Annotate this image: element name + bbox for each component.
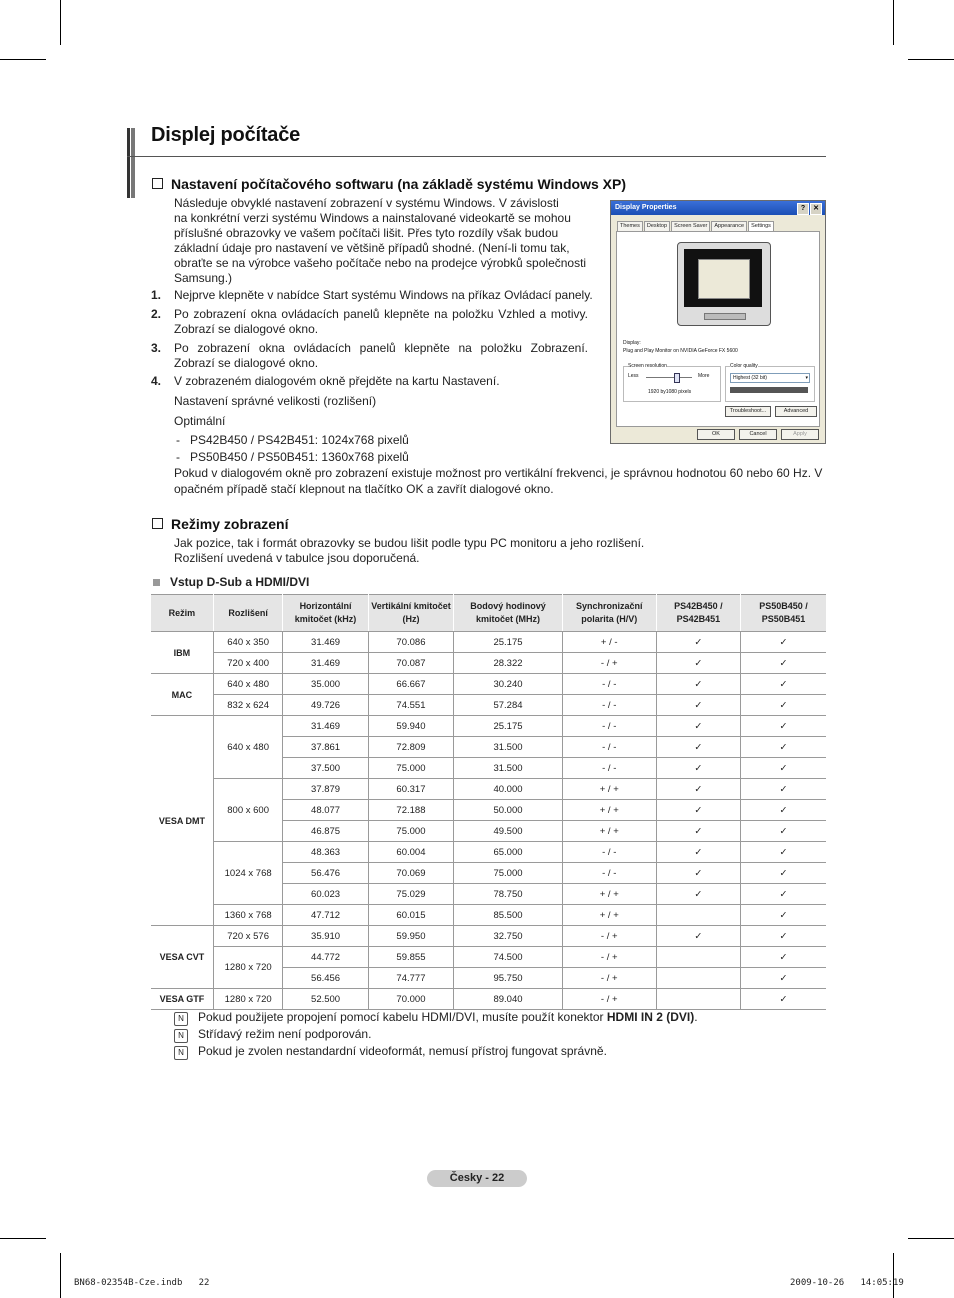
resolution-slider[interactable]	[646, 377, 692, 378]
cell-mode: MAC	[151, 674, 213, 716]
cell-mode: VESA CVT	[151, 926, 213, 989]
display-value: Plug and Play Monitor on NVIDIA GeForce FX 5600	[623, 348, 738, 354]
cell-ps42-support: ✓	[656, 779, 740, 800]
display-properties-dialog	[610, 200, 826, 444]
cell-vfreq: 60.004	[368, 842, 454, 863]
column-header: Režim	[151, 595, 213, 632]
settings-panel	[616, 231, 820, 427]
cell-hfreq: 48.363	[283, 842, 368, 863]
step-number: 1.	[151, 288, 162, 302]
table-row	[151, 716, 826, 737]
cell-vfreq: 70.069	[368, 863, 454, 884]
crop-mark	[893, 1253, 894, 1298]
cell-ps50-support: ✓	[740, 842, 826, 863]
cell-mode: IBM	[151, 632, 213, 674]
table-caption	[153, 575, 309, 590]
cell-ps42-support: ✓	[656, 674, 740, 695]
cell-hfreq: 44.772	[283, 947, 368, 968]
cell-hfreq: 47.712	[283, 905, 368, 926]
monitor-icon	[677, 242, 771, 326]
tab-desktop[interactable]: Desktop	[644, 221, 670, 231]
cell-ps50-support: ✓	[740, 989, 826, 1010]
cell-pixel-clock: 25.175	[454, 716, 563, 737]
cell-ps50-support: ✓	[740, 737, 826, 758]
dialog-title-bar	[611, 201, 825, 215]
cell-resolution: 1360 x 768	[213, 905, 283, 926]
cell-ps50-support: ✓	[740, 947, 826, 968]
cell-ps50-support: ✓	[740, 926, 826, 947]
cell-polarity: - / +	[562, 653, 656, 674]
column-header: Synchronizační polarita (H/V)	[562, 595, 656, 632]
cell-resolution: 640 x 350	[213, 632, 283, 653]
cell-hfreq: 35.000	[283, 674, 368, 695]
note-bold-text: HDMI IN 2 (DVI)	[606, 1010, 695, 1024]
cell-polarity: - / -	[562, 695, 656, 716]
step-number: 2.	[151, 307, 162, 321]
cancel-button[interactable]: Cancel	[739, 429, 777, 440]
cell-pixel-clock: 75.000	[454, 863, 563, 884]
cell-pixel-clock: 30.240	[454, 674, 563, 695]
step-text: Po zobrazení okna ovládacích panelů klepněte na položku Vzhled a motivy. Zobrazí se dialogové okno.	[174, 307, 588, 336]
cell-hfreq: 31.469	[283, 716, 368, 737]
column-header: Vertikální kmitočet (Hz)	[368, 595, 454, 632]
cell-ps50-support: ✓	[740, 800, 826, 821]
intro-paragraph	[174, 196, 594, 286]
note	[174, 1044, 607, 1060]
cell-ps42-support: ✓	[656, 695, 740, 716]
cell-vfreq: 59.950	[368, 926, 454, 947]
note	[174, 1027, 371, 1043]
cell-ps42-support: ✓	[656, 821, 740, 842]
table-row	[151, 905, 826, 926]
cell-polarity: - / -	[562, 737, 656, 758]
intro-line: obraťte se na výrobce vašeho počítače nebo na prodejce výrobků společnosti	[174, 256, 587, 270]
cell-resolution: 1024 x 768	[213, 842, 283, 905]
crop-mark	[0, 59, 46, 60]
crop-mark	[908, 59, 954, 60]
optimal-label: Optimální	[174, 414, 226, 428]
cell-hfreq: 37.879	[283, 779, 368, 800]
crop-mark	[60, 0, 61, 45]
cell-ps42-support: ✓	[656, 653, 740, 674]
less-label: Less	[628, 373, 639, 379]
intro-line: základní údaje pro nastavení ve většině případů shodné. (Není-li tomu tak,	[174, 241, 570, 255]
step-text: Po zobrazení okna ovládacích panelů klepněte na položku Zobrazení. Zobrazí se dialogové okno.	[174, 341, 588, 370]
cell-polarity: + / +	[562, 800, 656, 821]
cell-polarity: - / -	[562, 716, 656, 737]
cell-vfreq: 75.029	[368, 884, 454, 905]
cell-vfreq: 66.667	[368, 674, 454, 695]
crop-mark	[60, 1253, 61, 1298]
cell-ps42-support: ✓	[656, 926, 740, 947]
step-text: V zobrazeném dialogovém okně přejděte na kartu Nastavení.	[174, 374, 500, 388]
table-row	[151, 926, 826, 947]
print-slug-left: BN68-02354B-Cze.indb 22	[74, 1278, 210, 1288]
display-label: Display:	[623, 340, 641, 346]
column-header: PS42B450 / PS42B451	[656, 595, 740, 632]
table-row	[151, 695, 826, 716]
cell-ps42-support	[656, 968, 740, 989]
cell-pixel-clock: 32.750	[454, 926, 563, 947]
cell-polarity: + / +	[562, 821, 656, 842]
table-row	[151, 632, 826, 653]
section-heading-software	[152, 176, 626, 192]
cell-vfreq: 70.087	[368, 653, 454, 674]
step-text: Nejprve klepněte v nabídce Start systému Windows na příkaz Ovládací panely.	[174, 288, 593, 302]
cell-ps50-support: ✓	[740, 821, 826, 842]
cell-ps50-support: ✓	[740, 695, 826, 716]
note-text: Střídavý režim není podporován.	[198, 1027, 372, 1041]
cell-resolution: 640 x 480	[213, 716, 283, 779]
advanced-button[interactable]: Advanced	[775, 406, 817, 417]
cell-hfreq: 37.500	[283, 758, 368, 779]
cell-polarity: - / +	[562, 926, 656, 947]
note-icon: N	[174, 1046, 188, 1060]
cell-polarity: - / -	[562, 863, 656, 884]
column-header: PS50B450 / PS50B451	[740, 595, 826, 632]
cell-pixel-clock: 65.000	[454, 842, 563, 863]
cell-pixel-clock: 49.500	[454, 821, 563, 842]
page-number-badge: Česky - 22	[427, 1170, 527, 1187]
cell-polarity: + / -	[562, 632, 656, 653]
table-row	[151, 842, 826, 863]
table-header-row	[151, 595, 826, 632]
table-row	[151, 947, 826, 968]
cell-vfreq: 59.940	[368, 716, 454, 737]
cell-hfreq: 37.861	[283, 737, 368, 758]
cell-ps42-support	[656, 989, 740, 1010]
cell-resolution: 720 x 576	[213, 926, 283, 947]
note-icon: N	[174, 1012, 188, 1026]
troubleshoot-button[interactable]: Troubleshoot...	[725, 406, 771, 417]
crop-mark	[893, 0, 894, 45]
cell-hfreq: 49.726	[283, 695, 368, 716]
cell-ps42-support	[656, 905, 740, 926]
table-row	[151, 653, 826, 674]
cell-mode: VESA GTF	[151, 989, 213, 1010]
cell-resolution: 1280 x 720	[213, 947, 283, 989]
cell-polarity: - / -	[562, 842, 656, 863]
resolution-value: 1920 by1080 pixels	[648, 389, 692, 395]
cell-ps50-support: ✓	[740, 779, 826, 800]
table-body	[151, 632, 826, 1010]
cell-vfreq: 72.809	[368, 737, 454, 758]
color-group	[725, 363, 815, 402]
column-header: Horizontální kmitočet (kHz)	[283, 595, 368, 632]
cell-ps50-support: ✓	[740, 716, 826, 737]
cell-resolution: 640 x 480	[213, 674, 283, 695]
cell-polarity: - / -	[562, 674, 656, 695]
color-quality-select[interactable]	[730, 373, 810, 383]
cell-pixel-clock: 57.284	[454, 695, 563, 716]
note-text: .	[694, 1010, 698, 1024]
resolution-label: Nastavení správné velikosti (rozlišení)	[174, 394, 377, 408]
cell-pixel-clock: 31.500	[454, 758, 563, 779]
color-group-label: Color quality	[730, 363, 758, 369]
cell-ps42-support: ✓	[656, 632, 740, 653]
crop-mark	[908, 1238, 954, 1239]
cell-resolution: 800 x 600	[213, 779, 283, 842]
close-icon[interactable]: ✕	[810, 203, 822, 215]
cell-ps50-support: ✓	[740, 632, 826, 653]
optimal-item: - PS42B450 / PS42B451: 1024x768 pixelů	[176, 433, 409, 447]
section-heading-text: Nastavení počítačového softwaru (na základě systému Windows XP)	[171, 176, 626, 192]
help-icon[interactable]: ?	[797, 203, 809, 215]
cell-hfreq: 48.077	[283, 800, 368, 821]
color-preview-bar	[730, 387, 808, 393]
intro-line: Samsung.)	[174, 271, 233, 285]
resolution-group-label: Screen resolution	[628, 363, 667, 369]
cell-vfreq: 70.086	[368, 632, 454, 653]
tab-appearance[interactable]: Appearance	[711, 221, 747, 231]
apply-button[interactable]: Apply	[781, 429, 819, 440]
column-header: Bodový hodinový kmitočet (MHz)	[454, 595, 563, 632]
tab-screen-saver[interactable]: Screen Saver	[671, 221, 710, 231]
more-label: More	[698, 373, 710, 379]
table-row	[151, 674, 826, 695]
cell-mode: VESA DMT	[151, 716, 213, 926]
cell-pixel-clock: 50.000	[454, 800, 563, 821]
step-number: 3.	[151, 341, 162, 355]
cell-ps42-support: ✓	[656, 884, 740, 905]
cell-hfreq: 35.910	[283, 926, 368, 947]
cell-vfreq: 59.855	[368, 947, 454, 968]
cell-ps42-support: ✓	[656, 800, 740, 821]
cell-vfreq: 70.000	[368, 989, 454, 1010]
checkbox-bullet-icon	[152, 518, 163, 529]
cell-pixel-clock: 40.000	[454, 779, 563, 800]
cell-hfreq: 31.469	[283, 632, 368, 653]
print-slug-right: 2009-10-26 14:05:19	[790, 1278, 904, 1288]
chevron-down-icon: ▾	[805, 375, 808, 381]
modes-intro-line: Jak pozice, tak i formát obrazovky se budou lišit podle typu PC monitoru a jeho rozlišení.	[174, 536, 645, 550]
cell-vfreq: 75.000	[368, 758, 454, 779]
crop-mark	[0, 1238, 46, 1239]
cell-polarity: - / -	[562, 758, 656, 779]
cell-ps50-support: ✓	[740, 884, 826, 905]
step-number: 4.	[151, 374, 162, 388]
cell-pixel-clock: 85.500	[454, 905, 563, 926]
section-heading-text: Režimy zobrazení	[171, 516, 289, 532]
section-heading-modes	[152, 516, 288, 532]
color-quality-value: Highest (32 bit)	[733, 375, 767, 381]
table-caption-text: Vstup D-Sub a HDMI/DVI	[170, 575, 310, 589]
table-row	[151, 989, 826, 1010]
frequency-note-line: Pokud v dialogovém okně pro zobrazení existuje možnost pro vertikální frekvenci, je správnou hodnotou 60 nebo 60 Hz. V	[174, 466, 823, 480]
cell-polarity: - / +	[562, 947, 656, 968]
cell-hfreq: 31.469	[283, 653, 368, 674]
cell-polarity: - / +	[562, 968, 656, 989]
cell-ps50-support: ✓	[740, 968, 826, 989]
note	[174, 1010, 698, 1026]
cell-ps50-support: ✓	[740, 758, 826, 779]
checkbox-bullet-icon	[152, 178, 163, 189]
cell-hfreq: 56.476	[283, 863, 368, 884]
cell-ps42-support	[656, 947, 740, 968]
cell-vfreq: 75.000	[368, 821, 454, 842]
tab-themes[interactable]: Themes	[617, 221, 643, 231]
cell-ps42-support: ✓	[656, 758, 740, 779]
cell-resolution: 720 x 400	[213, 653, 283, 674]
intro-line: příslušné obrazovky ve vašem počítači lišit. Přes tyto rozdíly však budou	[174, 226, 559, 240]
ok-button[interactable]: OK	[697, 429, 735, 440]
table-row	[151, 779, 826, 800]
modes-intro-line: Rozlišení uvedená v tabulce jsou doporučená.	[174, 551, 420, 565]
cell-hfreq: 56.456	[283, 968, 368, 989]
cell-resolution: 1280 x 720	[213, 989, 283, 1010]
cell-ps42-support: ✓	[656, 863, 740, 884]
slider-thumb[interactable]	[674, 373, 680, 383]
cell-vfreq: 60.317	[368, 779, 454, 800]
resolution-group	[623, 363, 721, 402]
note-text: Pokud použijete propojení pomocí kabelu HDMI/DVI, musíte použít konektor	[198, 1010, 607, 1024]
cell-ps50-support: ✓	[740, 653, 826, 674]
tab-settings[interactable]: Settings	[748, 221, 774, 231]
note-text: Pokud je zvolen nestandardní videoformát, nemusí přístroj fungovat správně.	[198, 1044, 607, 1058]
cell-hfreq: 52.500	[283, 989, 368, 1010]
column-header: Rozlišení	[213, 595, 283, 632]
cell-pixel-clock: 25.175	[454, 632, 563, 653]
cell-polarity: - / +	[562, 989, 656, 1010]
cell-pixel-clock: 74.500	[454, 947, 563, 968]
cell-hfreq: 60.023	[283, 884, 368, 905]
frequency-note-line: opačném případě stačí klepnout na tlačítko OK a zavřít dialogové okno.	[174, 482, 554, 496]
cell-pixel-clock: 89.040	[454, 989, 563, 1010]
cell-vfreq: 72.188	[368, 800, 454, 821]
dialog-tabs	[617, 221, 775, 231]
cell-polarity: + / +	[562, 905, 656, 926]
intro-line: na konkrétní verzi systému Windows a nainstalované videokartě se mohou	[174, 211, 571, 225]
optimal-item: - PS50B450 / PS50B451: 1360x768 pixelů	[176, 450, 409, 464]
cell-pixel-clock: 31.500	[454, 737, 563, 758]
cell-ps42-support: ✓	[656, 842, 740, 863]
cell-ps50-support: ✓	[740, 674, 826, 695]
cell-ps42-support: ✓	[656, 716, 740, 737]
page-title: Displej počítače	[151, 124, 301, 146]
cell-pixel-clock: 28.322	[454, 653, 563, 674]
cell-polarity: + / +	[562, 779, 656, 800]
cell-ps50-support: ✓	[740, 905, 826, 926]
cell-hfreq: 46.875	[283, 821, 368, 842]
cell-vfreq: 74.551	[368, 695, 454, 716]
cell-ps42-support: ✓	[656, 737, 740, 758]
cell-vfreq: 60.015	[368, 905, 454, 926]
intro-line: Následuje obvyklé nastavení zobrazení v systému Windows. V závislosti	[174, 196, 559, 210]
cell-pixel-clock: 95.750	[454, 968, 563, 989]
cell-resolution: 832 x 624	[213, 695, 283, 716]
cell-vfreq: 74.777	[368, 968, 454, 989]
square-bullet-icon	[153, 579, 160, 586]
cell-pixel-clock: 78.750	[454, 884, 563, 905]
note-icon: N	[174, 1029, 188, 1043]
dialog-title: Display Properties	[615, 204, 677, 211]
display-modes-table	[151, 594, 826, 1010]
cell-polarity: + / +	[562, 884, 656, 905]
cell-ps50-support: ✓	[740, 863, 826, 884]
monitor-screen	[684, 249, 762, 307]
